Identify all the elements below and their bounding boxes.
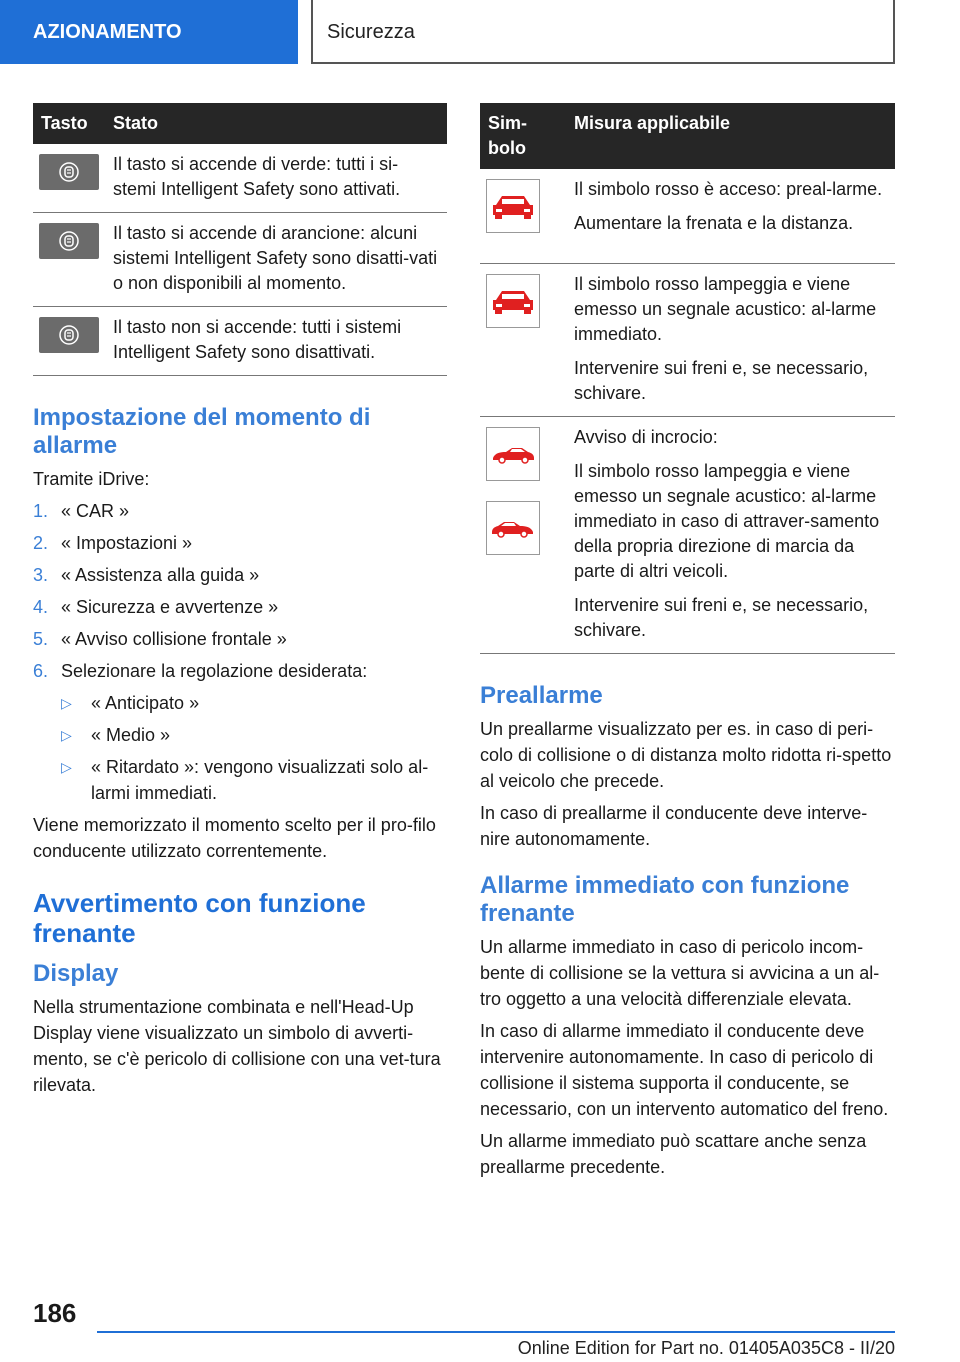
outro-text: Viene memorizzato il momento scelto per il pro-filo conducente utilizzato correntemente. [33, 815, 436, 861]
immediate-text: Un allarme immediato può scattare anche senza preallarme precedente. [480, 1131, 867, 1177]
table-header-tasto: Tasto [33, 103, 105, 144]
footer-divider [97, 1331, 895, 1333]
list-item: 2. « Impostazioni » [33, 533, 193, 553]
display-text: Nella strumentazione combinata e nell'Head-Up Display viene visualizzato un simbolo di avverti-mento, se c'è pericolo di collisione con una vet-tura rilevata. [33, 997, 441, 1095]
topic-tab [311, 0, 895, 64]
section-tab [0, 0, 298, 64]
red-car-flashing-icon [486, 274, 540, 328]
list-item: 1. « CAR » [33, 501, 130, 521]
prealarm-text: In caso di preallarme il conducente deve interve-nire autonomamente. [480, 803, 868, 849]
section-heading-immediate: Allarme immediato con funzione frenante [480, 872, 850, 927]
subheading-display: Display [33, 960, 119, 987]
list-item: 4. « Sicurezza e avvertenze » [33, 597, 279, 617]
table-header-misura: Misura applicabile [566, 103, 895, 169]
list-item: 3. « Assistenza alla guida » [33, 565, 260, 585]
measure-text: Il simbolo rosso è acceso: preal-larme. [574, 179, 883, 199]
options-list [61, 690, 447, 806]
status-text: Il tasto si accende di verde: tutti i si-stemi Intelligent Safety sono attivati. [105, 144, 447, 213]
edition-text: Online Edition for Part no. 01405A035C8 - II/20 [517, 1338, 895, 1358]
crossing-car-left-icon [486, 427, 540, 481]
section-heading-braking: Avvertimento con funzione frenante [33, 888, 366, 948]
right-column [480, 103, 895, 1186]
prealarm-text: Un preallarme visualizzato per es. in caso di peri-colo di collisione o di distanza molto ridotta ri-spetto al veicolo che precede. [480, 719, 892, 791]
section-heading-alarm-time: Impostazione del momento di allarme [33, 404, 371, 459]
intro-text: Tramite iDrive: [33, 469, 150, 489]
list-item: ▷ « Anticipato » [61, 690, 447, 716]
crossing-car-right-icon [486, 501, 540, 555]
table-row [33, 213, 447, 307]
table-row [33, 307, 447, 376]
immediate-text: In caso di allarme immediato il conducente deve intervenire autonomamente. In caso di pericolo di collisione il sistema supporta il conducente, se necessario, con un intervento automatico del freno. [480, 1021, 889, 1119]
topic-title: Sicurezza [327, 21, 415, 43]
button-status-table [33, 103, 447, 376]
table-row [33, 144, 447, 213]
measure-text: Intervenire sui freni e, se necessario, schivare. [574, 358, 869, 403]
intelligent-safety-button-icon [39, 223, 99, 259]
status-text: Il tasto non si accende: tutti i sistemi Intelligent Safety sono disattivati. [105, 307, 447, 376]
list-item: ▷ « Medio » [61, 722, 447, 748]
table-header-stato: Stato [105, 103, 447, 144]
list-item: 5. « Avviso collisione frontale » [33, 629, 287, 649]
intelligent-safety-button-icon [39, 317, 99, 353]
list-item: 6. Selezionare la regolazione desiderata: [33, 661, 368, 681]
triangle-bullet-icon: ▷ [61, 727, 72, 743]
measure-text: Il simbolo rosso lampeggia e viene emesso un segnale acustico: al-larme immediato. [574, 274, 877, 344]
triangle-bullet-icon: ▷ [61, 759, 72, 775]
red-car-warning-icon [486, 179, 540, 233]
measure-text: Il simbolo rosso lampeggia e viene emesso un segnale acustico: al-larme immediato in caso di attraver-samento della propria direzione di marcia da parte di altri veicoli. [574, 461, 880, 581]
measure-text: Intervenire sui freni e, se necessario, schivare. [574, 595, 869, 640]
table-header-simbolo: Sim-bolo [480, 103, 566, 169]
measure-text: Avviso di incrocio: [574, 427, 718, 447]
triangle-bullet-icon: ▷ [61, 695, 72, 711]
list-item: ▷ « Ritardato »: vengono visualizzati solo al-larmi immediati. [61, 754, 447, 806]
intelligent-safety-button-icon [39, 154, 99, 190]
symbol-table [480, 103, 895, 654]
status-text: Il tasto si accende di arancione: alcuni sistemi Intelligent Safety sono disatti-vati o non disponibili al momento. [105, 213, 447, 307]
table-row [480, 264, 895, 417]
section-heading-prealarm: Preallarme [480, 682, 603, 709]
section-title: AZIONAMENTO [33, 21, 182, 43]
left-column [33, 103, 447, 1104]
table-row [480, 417, 895, 654]
page-number: 186 [33, 1298, 77, 1328]
measure-text: Aumentare la frenata e la distanza. [574, 213, 854, 233]
immediate-text: Un allarme immediato in caso di pericolo incom-bente di collisione se la vettura si avvicina a un al-tro oggetto a una velocità differenziale elevata. [480, 937, 880, 1009]
steps-list [33, 498, 447, 684]
table-row [480, 169, 895, 264]
